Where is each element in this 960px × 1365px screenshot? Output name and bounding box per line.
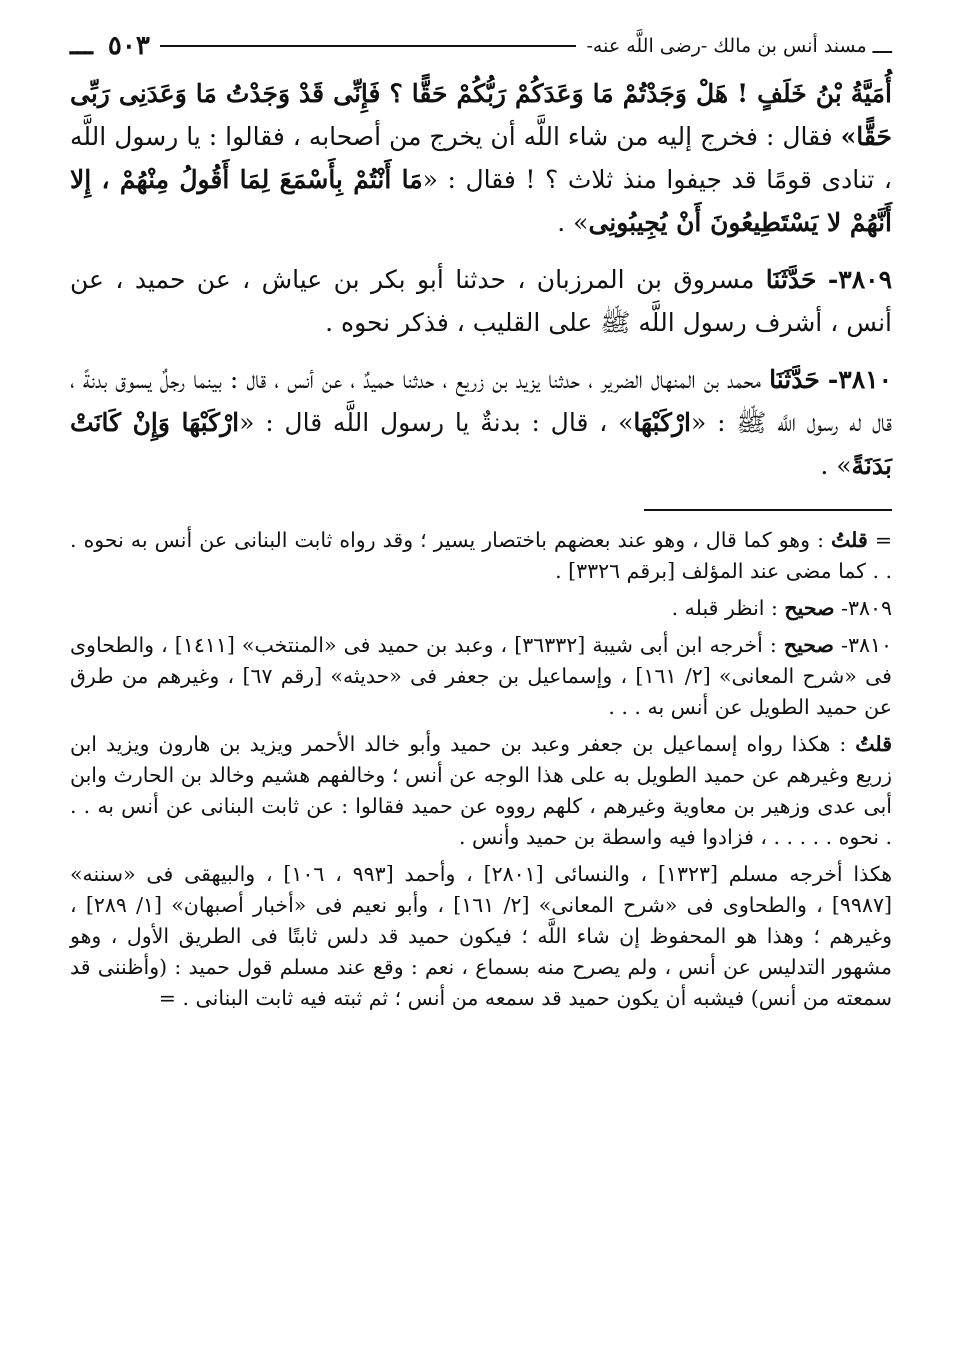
note-text-3810: : أخرجه ابن أبى شيبة [٣٦٣٣٢] ، وعبد بن حميد فى «المنتخب» [١٤١١] ، والطحاوى فى «شرح المعانى» [٢/ ١٦١] ، وإسماعيل بن جعفر فى «حديثه» [رقم ٦٧] ، وغيرهم من طرق عن حميد الطويل عن أنس به . . . bbox=[70, 633, 892, 719]
note-qultu-1: قلتُ bbox=[831, 528, 868, 552]
header-dash: ـــ bbox=[872, 33, 892, 59]
page-header bbox=[70, 28, 892, 64]
document-page bbox=[70, 28, 892, 1020]
note-qultu-2: قلتُ bbox=[855, 732, 892, 756]
note-number-3810: ٣٨١٠- bbox=[841, 633, 892, 657]
note-eq-end: = bbox=[158, 986, 183, 1010]
note-sahih-3809: صحيح bbox=[784, 596, 835, 620]
note-sahih-3810: صحيح bbox=[783, 633, 834, 657]
note-text-3809: : انظر قبله . bbox=[671, 596, 785, 620]
hadith-number-3809: ٣٨٠٩- bbox=[827, 265, 892, 294]
page-number bbox=[70, 31, 150, 61]
quote-irkabha-full: ارْكَبْهَا وَإِنْ كَانَتْ بَدَنَةً bbox=[70, 408, 892, 480]
note-3810 bbox=[70, 630, 892, 723]
narration-text-1: فقال : فخرج إليه من شاء اللَّه أن يخرج من أصحابه ، فقالوا : يا رسول اللَّه ، تنادى قومًا قد جيفوا منذ ثلاث ؟ ! فقال : « bbox=[70, 122, 892, 194]
note-continuation bbox=[70, 525, 892, 587]
hadith-text-3810: محمد بن المنهال الضرير ، حدثنا يزيد بن زريع ، حدثنا حميدٌ ، عن أنس ، قال : بينما رجلٌ يسوق بدنةً ، قال له رسول اللَّه ﷺ : « bbox=[70, 365, 893, 437]
hadith-number-3810: ٣٨١٠- bbox=[827, 365, 892, 394]
note-text-2: : هكذا رواه إسماعيل بن جعفر وعبد بن حميد وأبو خالد الأحمر ويزيد بن هارون ويزيد ابن زريع وغيرهم عن حميد الطويل به على هذا الوجه عن أنس ؛ وخالفهم هشيم وخالد بن الحارث وابن أبى عدى وزهير بن معاوية وغيرهم ، كلهم رووه عن حميد فقالوا : عن ثابت البنانى عن أنس به . . . نحوه . . . . . ، فزادوا فيه واسطة بن حميد وأنس . bbox=[70, 732, 892, 849]
quote-irkabha: ارْكَبْهَا bbox=[633, 408, 691, 437]
footnotes bbox=[70, 525, 892, 1014]
haddathana-3809: حَدَّثَنَا bbox=[765, 265, 817, 294]
hadith-end-3810: » . bbox=[820, 451, 852, 480]
hadith-text-3810-b: » ، قال : بدنةٌ يا رسول اللَّه قال : « bbox=[239, 408, 634, 437]
hadith-3809 bbox=[70, 258, 892, 344]
note-3809 bbox=[70, 593, 892, 624]
note-text-1: : وهو كما قال ، وهو عند بعضهم باختصار يسير ؛ وقد رواه ثابت البنانى عن أنس به نحوه . . . كما مضى عند المؤلف [برقم ٣٣٢٦] . bbox=[70, 528, 892, 583]
quote-bold-1: أُمَيَّةُ بْنُ خَلَفٍ ! هَلْ وَجَدْتُمْ مَا وَعَدَكُمْ رَبُّكُمْ حَقًّا ؟ فَإِنِّى قَدْ وَجَدْتُ مَا وَعَدَنِى رَبِّى حَقًّا» bbox=[70, 79, 892, 151]
note-takhrij-paragraph bbox=[70, 859, 892, 1014]
hadith-continuation bbox=[70, 72, 892, 244]
note-qultu-paragraph bbox=[70, 729, 892, 853]
note-number-3809: ٣٨٠٩- bbox=[841, 596, 892, 620]
haddathana-3810: حَدَّثَنَا bbox=[769, 365, 820, 394]
running-title: مسند أنس بن مالك -رضى اللَّه عنه- bbox=[586, 35, 867, 57]
note-text-3: هكذا أخرجه مسلم [١٣٢٣] ، والنسائى [٢٨٠١] ، وأحمد [٩٩٣ ، ١٠٦] ، والبيهقى فى «سننه» [٩٩٨٧] ، والطحاوى فى «شرح المعانى» [٢/ ١٦١] ، وأبو نعيم فى «أخبار أصبهان» [١/ ٢٨٩] ، وغيرهم ؛ وهذا هو المحفوظ إن شاء اللَّه ؛ فيكون حميد قد دلس ثابتًا فى الطريق الأول ، وهو مشهور التدليس عن أنس ، ولم يصرح منه بسماع ، نعم : وقع عند مسلم قول حميد : (وأظننى قد سمعته من أنس) فيشبه أن يكون حميد قد سمعه من أنس ؛ ثم ثبته فيه ثابت البنانى . bbox=[70, 862, 893, 1010]
page-number-value: ٥٠٣ bbox=[107, 31, 150, 61]
footnote-separator bbox=[644, 509, 892, 511]
hadith-text-3809: مسروق بن المرزبان ، حدثنا أبو بكر بن عياش ، عن حميد ، عن أنس ، أشرف رسول اللَّه ﷺ على القليب ، فذكر نحوه . bbox=[70, 265, 892, 337]
header-rule bbox=[160, 45, 577, 47]
narration-end-1: » . bbox=[557, 208, 589, 237]
main-text bbox=[70, 72, 892, 487]
quote-bold-2: مَا أَنْتُمْ بِأَسْمَعَ لِمَا أَقُولُ مِنْهُمْ ، إِلا أَنَّهُمْ لا يَسْتَطِيعُونَ أَنْ يُجِيبُونِى bbox=[70, 165, 892, 237]
hadith-3810 bbox=[70, 358, 892, 487]
note-eq-mark: = bbox=[874, 528, 892, 552]
page-number-dash: ـــ bbox=[70, 31, 93, 61]
